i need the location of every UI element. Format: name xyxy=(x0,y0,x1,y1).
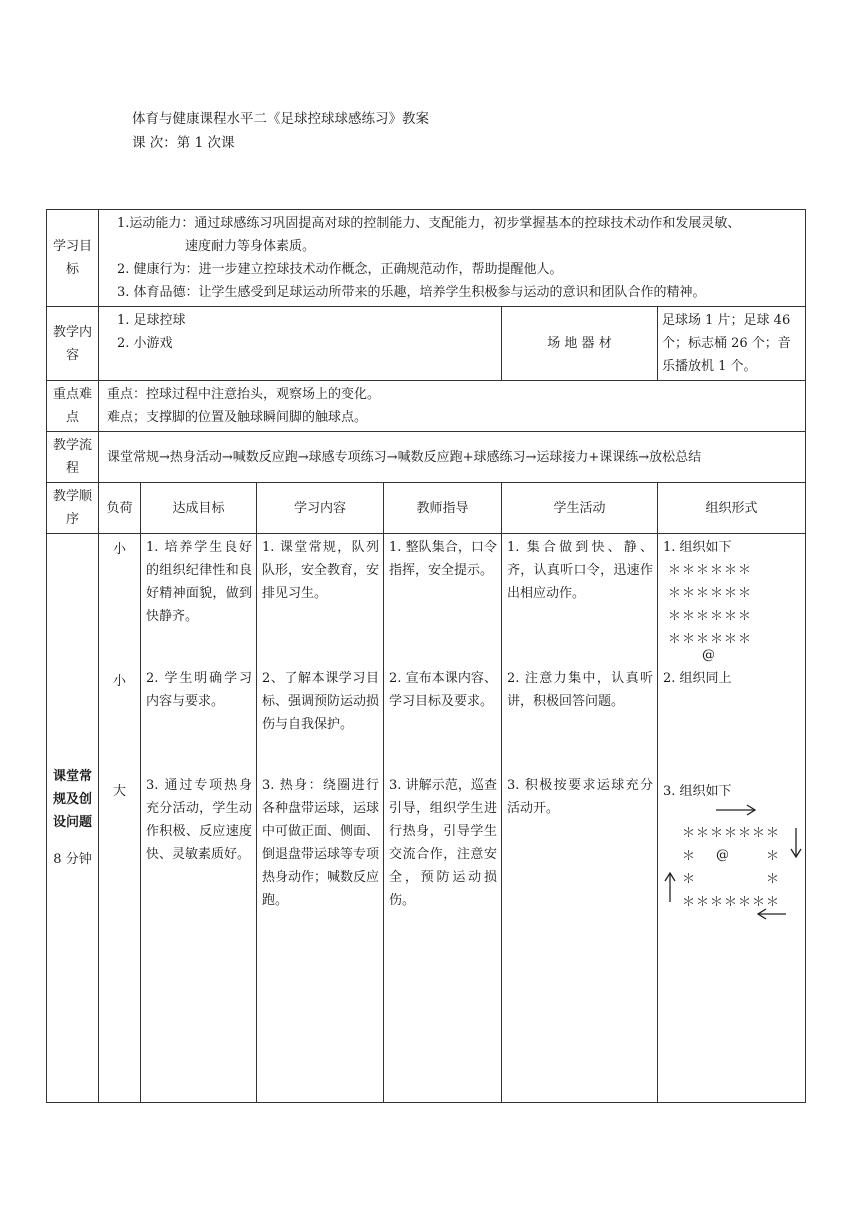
goal-cell xyxy=(141,534,257,1103)
loop-row-bottom: ＊＊＊＊＊＊＊ xyxy=(682,895,781,910)
loop-left: ＊ xyxy=(682,849,697,864)
loop-left: ＊ xyxy=(682,872,697,887)
study-item: 2、了解本课学习目标、强调预防运动损伤与自我保护。 xyxy=(262,671,380,732)
load-cell xyxy=(99,534,141,1103)
objective-item: 1.运动能力：通过球感练习巩固提高对球的控制能力、支配能力，初步掌握基本的控球技术动作和发展灵敏、 xyxy=(117,216,741,231)
goal-item: 3. 通过专项热身充分活动，学生动作积极、反应速度快、灵敏素质好。 xyxy=(146,778,252,862)
study-item: 3. 热身：绕圈进行各种盘带运球，运球中可做正面、侧面、倒退盘带运球等专项热身动作；喊数反应跑。 xyxy=(262,778,380,908)
arrow-left-icon xyxy=(756,908,788,920)
load-value: 大 xyxy=(112,784,126,799)
org-item-2: 2. 组织同上 xyxy=(663,671,732,686)
teacher-cell xyxy=(384,534,502,1103)
keypoints-row xyxy=(47,381,806,432)
flow-text: 课堂常规→热身活动→喊数反应跑→球感专项练习→喊数反应跑+球感练习→运球接力+课课练→放松总结 xyxy=(99,432,806,483)
columns-header-row xyxy=(47,483,806,534)
formation-row: ＊＊＊＊＊＊ xyxy=(668,609,753,624)
study-item: 1. 课堂常规，队列队形，安全教育，安排见习生。 xyxy=(262,540,380,601)
content-item: 2. 小游戏 xyxy=(117,336,173,351)
load-value: 小 xyxy=(112,542,126,557)
content-item: 1. 足球控球 xyxy=(117,313,186,328)
org-item-3: 3. 组织如下 xyxy=(663,784,732,799)
col-study: 学习内容 xyxy=(257,483,384,534)
flow-row xyxy=(47,432,806,483)
objective-item: 2. 健康行为：进一步建立控球技术动作概念，正确规范动作，帮助提醒他人。 xyxy=(117,262,563,277)
objectives-label: 学习目标 xyxy=(47,210,99,307)
student-cell xyxy=(502,534,658,1103)
col-load: 负荷 xyxy=(99,483,141,534)
goal-item: 1. 培养学生良好的组织纪律性和良好精神面貌，做到快静齐。 xyxy=(146,540,252,624)
load-value: 小 xyxy=(112,674,126,689)
objective-item: 速度耐力等身体素质。 xyxy=(185,239,316,254)
formation-row: ＊＊＊＊＊＊ xyxy=(668,632,753,647)
content-cell xyxy=(99,307,502,381)
arrow-right-icon xyxy=(714,804,758,816)
arrow-up-icon xyxy=(664,870,676,904)
arrow-down-icon xyxy=(790,826,802,860)
keypoints-cell xyxy=(99,381,806,432)
venue-cell: 足球场 1 片；足球 46 个；标志桶 26 个；音乐播放机 1 个。 xyxy=(658,307,806,381)
objective-item: 3. 体育品德：让学生感受到足球运动所带来的乐趣，培养学生积极参与运动的意识和团队合作的精神。 xyxy=(117,285,706,300)
col-org: 组织形式 xyxy=(658,483,806,534)
col-teacher: 教师指导 xyxy=(384,483,502,534)
objectives-cell xyxy=(99,210,806,307)
lesson-plan-table xyxy=(46,209,806,1103)
teacher-item: 2. 宣布本课内容、学习目标及要求。 xyxy=(389,671,497,709)
teacher-marker: @ xyxy=(702,648,715,663)
org-cell xyxy=(658,534,806,1103)
loop-teacher-marker: @ xyxy=(716,848,729,863)
col-goal: 达成目标 xyxy=(141,483,257,534)
teacher-item: 1. 整队集合，口令指挥，安全提示。 xyxy=(389,540,497,578)
student-item: 3. 积极按要求运球充分活动开。 xyxy=(507,778,653,816)
doc-title: 体育与健康课程水平二《足球控球球感练习》教案 xyxy=(132,111,429,127)
col-order: 教学顺序 xyxy=(47,483,99,534)
teacher-item: 3. 讲解示范，巡查引导，组织学生进行热身，引导学生交流合作，注意安全，预防运动损伤。 xyxy=(389,778,497,908)
venue-label: 场 地 器 材 xyxy=(502,307,658,381)
org-item-1: 1. 组织如下 xyxy=(663,540,732,555)
loop-right: ＊ xyxy=(766,872,781,887)
content-row xyxy=(47,307,806,381)
keypoint-difficulty: 难点；支撑脚的位置及触球瞬间脚的触球点。 xyxy=(107,410,368,425)
student-item: 2. 注意力集中，认真听讲，积极回答问题。 xyxy=(507,671,653,709)
study-cell xyxy=(257,534,384,1103)
flow-label: 教学流程 xyxy=(47,432,99,483)
formation-row: ＊＊＊＊＊＊ xyxy=(668,563,753,578)
student-item: 1. 集合做到快、静、齐，认真听口令，迅速作出相应动作。 xyxy=(507,540,653,601)
section-name-cell xyxy=(47,534,99,1103)
col-student: 学生活动 xyxy=(502,483,658,534)
content-label: 教学内容 xyxy=(47,307,99,381)
lesson-number: 课 次：第 1 次课 xyxy=(132,135,235,151)
section-row xyxy=(47,534,806,1103)
keypoint-focus: 重点：控球过程中注意抬头，观察场上的变化。 xyxy=(107,387,381,402)
loop-right: ＊ xyxy=(766,849,781,864)
loop-row-top: ＊＊＊＊＊＊＊ xyxy=(682,826,781,841)
objectives-row xyxy=(47,210,806,307)
keypoints-label: 重点难点 xyxy=(47,381,99,432)
goal-item: 2. 学生明确学习内容与要求。 xyxy=(146,671,252,709)
formation-row: ＊＊＊＊＊＊ xyxy=(668,586,753,601)
section-name: 课堂常规及创设问题 xyxy=(52,768,92,830)
section-time: 8 分钟 xyxy=(53,851,92,867)
